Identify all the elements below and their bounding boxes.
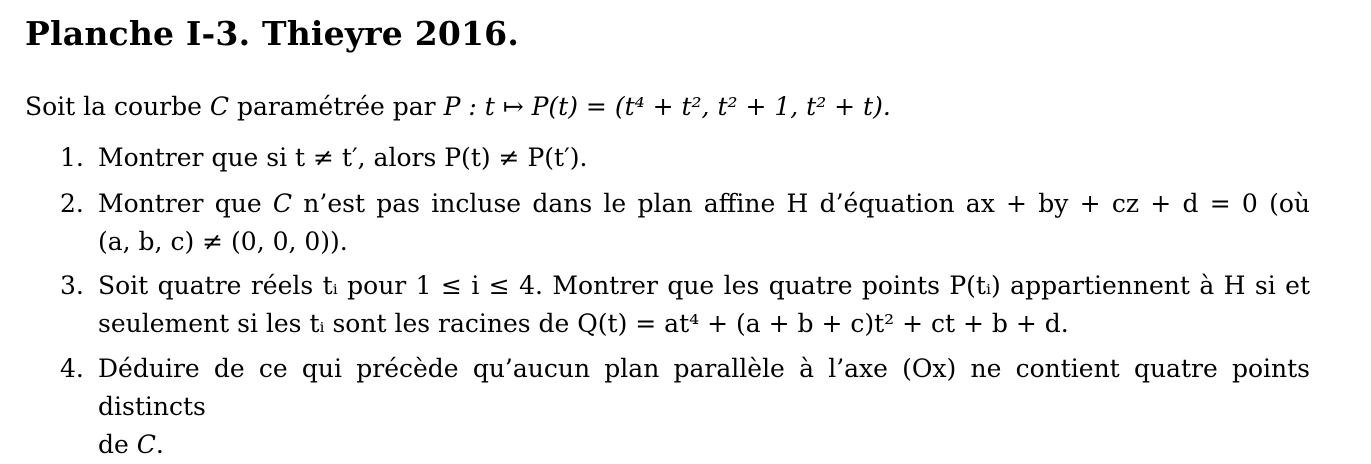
intro-formula: P : t ↦ P(t) = (t⁴ + t², t² + 1, t² + t). [443,92,891,121]
page-title: Planche I-3. Thieyre 2016. [25,14,520,53]
curve-symbol: C [272,189,293,218]
list-item-4 [60,350,1310,464]
list-item-1 [60,139,1310,177]
item-line: Soit quatre réels tᵢ pour 1 ≤ i ≤ 4. Montrer que les quatre points P(tᵢ) appartiennent à H si et [98,271,1310,300]
item-line: Montrer que si t ≠ t′, alors P(t) ≠ P(t′). [98,143,588,172]
intro-text-a: Soit la courbe [25,92,210,121]
intro-text-b: paramétrée par [229,92,444,121]
list-item-2 [60,185,1310,261]
item-line: (a, b, c) ≠ (0, 0, 0)). [98,227,348,256]
item-line [98,185,1310,223]
intro-paragraph [25,92,891,121]
item-text-b: . [155,430,164,459]
item-number: 1. [60,143,84,172]
item-line: Déduire de ce qui précède qu’aucun plan parallèle à l’axe (Ox) ne contient quatre points distincts [98,354,1310,421]
item-number: 3. [60,271,84,300]
item-number: 2. [60,189,84,218]
item-number: 4. [60,354,84,383]
item-text-a: Montrer que [98,189,273,218]
curve-symbol: C [209,92,230,121]
curve-symbol: C [136,430,156,459]
item-line [98,426,1310,464]
list-item-3 [60,267,1310,343]
item-line: seulement si les tᵢ sont les racines de Q(t) = at⁴ + (a + b + c)t² + ct + b + d. [98,309,1069,338]
item-text-b: n’est pas incluse dans le plan affine H d’équation ax + by + cz + d = 0 (où [292,189,1310,218]
item-text-a: de [98,430,137,459]
